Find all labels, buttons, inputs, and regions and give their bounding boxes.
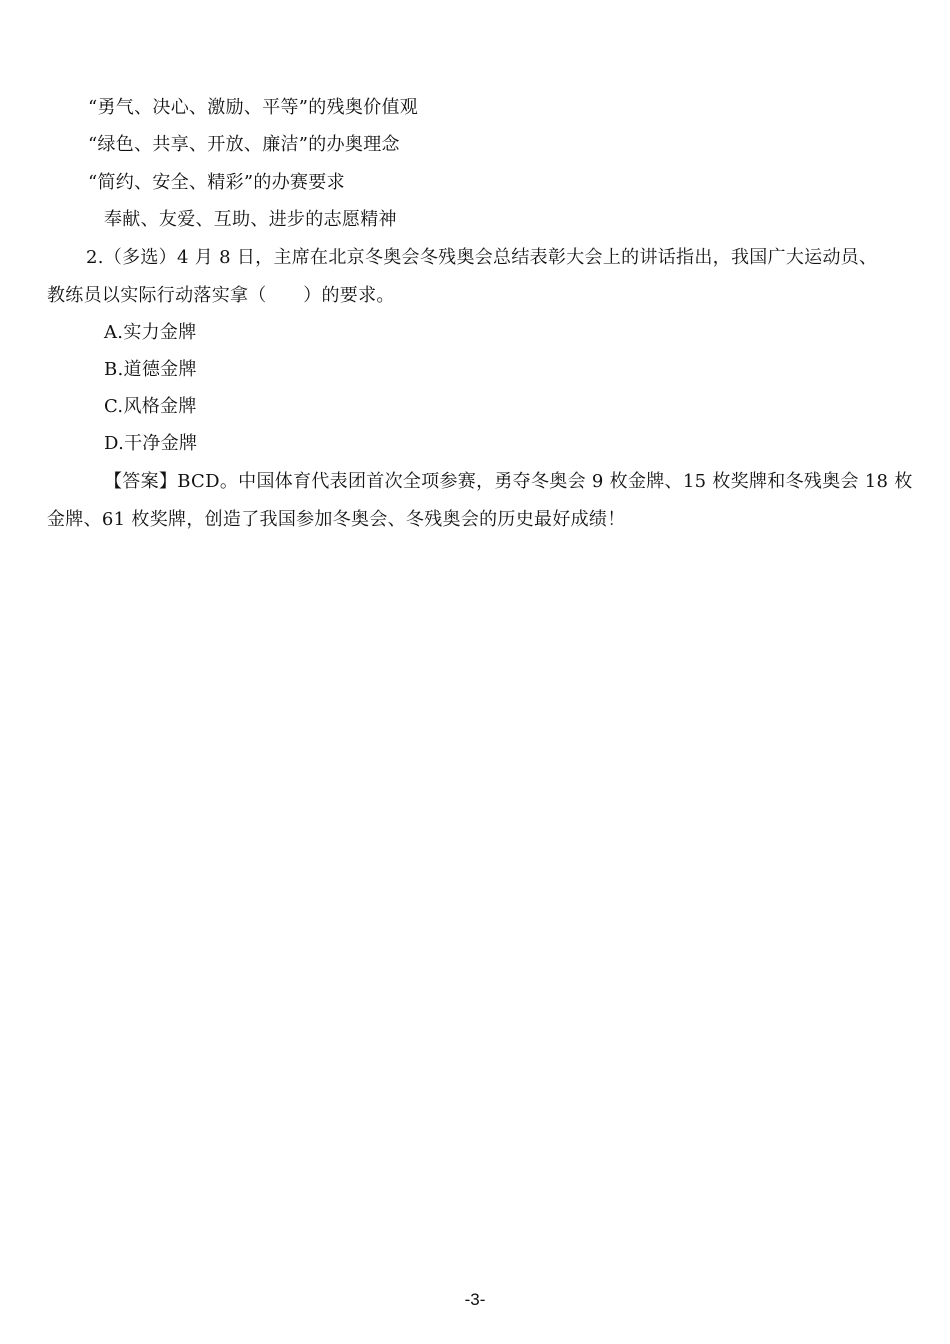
text-line-volunteer-spirit: 奉献、友爱、互助、进步的志愿精神 [104, 209, 397, 230]
text-line-philosophy: “绿色、共享、开放、廉洁”的办奥理念 [88, 134, 400, 155]
page-number: -3- [464, 1290, 486, 1309]
question-2-line-1: 2.（多选）4 月 8 日，主席在北京冬奥会冬残奥会总结表彰大会上的讲话指出，我国广大运动员、 [86, 247, 878, 268]
text-line-requirements: “简约、安全、精彩”的办赛要求 [88, 172, 345, 193]
option-c: C.风格金牌 [104, 396, 197, 417]
option-a: A.实力金牌 [104, 322, 197, 343]
option-b: B.道德金牌 [104, 359, 197, 380]
text-line-values: “勇气、决心、激励、平等”的残奥价值观 [88, 97, 419, 118]
answer-line-1: 【答案】BCD。中国体育代表团首次全项参赛，勇夺冬奥会 9 枚金牌、15 枚奖牌和冬残奥会 18 枚 [104, 471, 913, 492]
question-2-line-2: 教练员以实际行动落实拿（ ）的要求。 [47, 285, 395, 306]
answer-line-2: 金牌、61 枚奖牌，创造了我国参加冬奥会、冬残奥会的历史最好成绩！ [47, 509, 626, 530]
option-d: D.干净金牌 [104, 433, 198, 454]
